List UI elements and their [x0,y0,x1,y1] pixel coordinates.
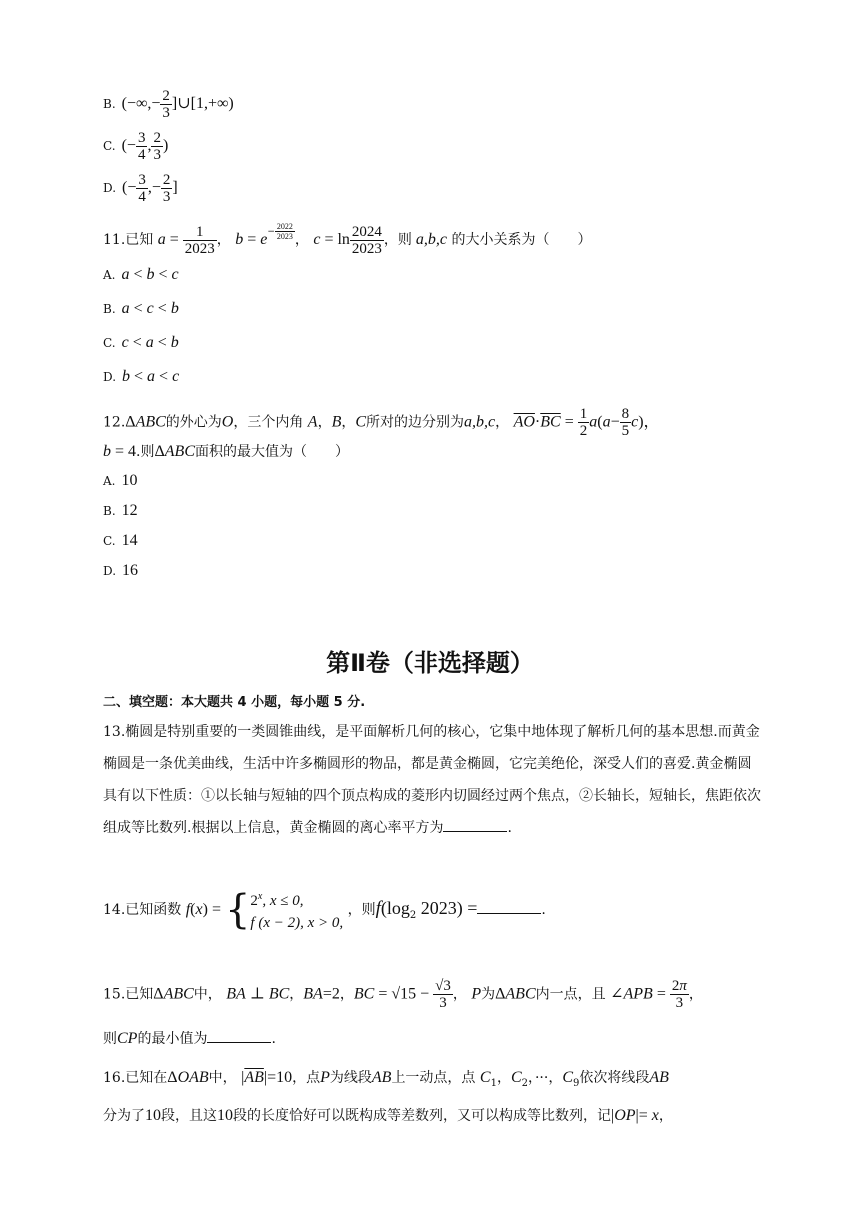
option-label: C. [103,336,116,350]
q12-option-d [103,562,138,580]
option-label: D. [103,181,117,195]
q15-text: 内一点，且 [535,986,606,1003]
q14-stem: 14.已知函数 f(x) = { 2$^x$, x ≤ 0, f (x − 2), x > 0, ，则$f(\log_2$ 2023) = . [103,887,546,933]
q11-option-d: D. b < a < c [103,368,180,385]
option-label: C. [103,139,116,153]
q11-option-b: B. a < c < b [103,300,179,317]
q12-text: 所对的边分别为 [366,414,465,431]
q11-suffix: 的大小关系为（ ） [451,232,592,248]
q10-option-d: D. (− $\frac{3}{4}$ ,− $\frac{2}{3}$ ] [103,172,178,205]
q15-text: 为 [481,986,496,1003]
q12-option-b [103,502,138,520]
part2-title: 第Ⅱ卷（非选择题） [326,649,534,677]
option-label: A. [103,474,116,488]
q16-text: 依次将线段 [579,1070,650,1086]
q16-text: ，点 [292,1070,321,1086]
answer-blank[interactable] [443,817,507,832]
q10-option-b: B. (−∞,− $\frac{2}{3}$ ]∪[1,+∞) [103,88,234,121]
q12-stem-line1: 12.ΔABC的外心为O，三个内角 A，B，C所对的边分别为a,b,c， $\overline{AO}\cdot\overline{BC}$ = $\frac{1}{2}$ a(a− $\frac{8}{5}$ c)， [103,406,660,439]
q16-text: 中， [208,1070,237,1086]
q15-text: 中， [193,986,222,1003]
q13-stem: 13.椭圆是特别重要的一类圆锥曲线，是平面解析几何的核心，它集中地体现了解析几何的基本思想.而黄金椭圆是一条优美曲线，生活中许多椭圆形的物品，都是黄金椭圆，它完美绝伦，深受人们的喜爱.黄金椭圆具有以下性质：①以长轴与短轴的四个顶点构成的菱形内切圆经过两个焦点，②长轴长，短轴长，焦距依次组成等比数列.根据以上信息，黄金椭圆的离心率平方为 . [103,724,761,836]
q15-text: 则 [103,1031,117,1047]
q11-stem: 11.已知 a = $\frac{1}{2023}$ ， $b = e^{- \frac{2022}{2023}}$ ， c = ln $\frac{2024}{2023}$ ，则 a,b,c 的大小关系为（ ） [103,222,592,257]
q16-text: 为线段 [329,1070,372,1086]
q15-prefix: 15.已知 [103,986,154,1003]
q12-option-a [103,472,137,490]
q16-stem-line2: 分为了10段，且这10段的长度恰好可以既构成等差数列，又可以构成等比数列，记|OP|= x， [103,1107,673,1124]
q12-stem-line2: b = 4.则ΔABC面积的最大值为（ ） [103,443,349,460]
q12-text: 面积的最大值为（ ） [195,444,349,460]
q14-then: ，则 [347,902,376,918]
option-value: 10 [121,472,138,489]
section-heading: 二、填空题：本大题共 4 小题，每小题 5 分. [103,695,366,710]
option-value: 14 [121,532,138,549]
option-label: C. [103,534,116,548]
q16-text: 上一动点，点 [391,1070,476,1086]
option-label: A. [103,268,116,282]
q11-option-a: A. a < b < c [103,266,179,283]
q13-text: 13.椭圆是特别重要的一类圆锥曲线，是平面解析几何的核心，它集中地体现了解析几何的基本思想.而黄金椭圆是一条优美曲线，生活中许多椭圆形的物品，都是黄金椭圆，它完美绝伦，深受人们的喜爱.黄金椭圆具有以下性质：①以长轴与短轴的四个顶点构成的菱形内切圆经过两个焦点，②长轴长，短轴长，焦距依次组成等比数列.根据以上信息，黄金椭圆的离心率平方为 [103,724,761,836]
q12-text: ，三个内角 [233,414,304,431]
q15-stem-line1: 15.已知ΔABC中， BA ⊥ BC，BA=2，BC = √15 − $\frac{√3}{3}$ ， P为ΔABC内一点，且 ∠APB = $\frac{2\pi}{3}$ ， [103,978,703,1011]
option-label: B. [103,504,116,518]
option-value: 16 [122,562,139,579]
q12-text: .则 [136,444,155,460]
option-label: B. [103,97,116,111]
q10-option-c: C. (− $\frac{3}{4}$ , $\frac{2}{3}$ ) [103,130,169,163]
answer-blank[interactable] [207,1028,271,1043]
q16-text: 段的长度恰好可以既构成等差数列，又可以构成等比数列，记 [233,1108,611,1124]
q15-text: 的最小值为 [137,1031,208,1047]
option-label: B. [103,302,116,316]
q11-prefix: 11.已知 [103,232,154,248]
q14-prefix: 14.已知函数 [103,902,182,918]
q16-text: 分为了 [103,1108,145,1124]
q16-prefix: 16.已知在 [103,1070,168,1086]
q15-stem-line2: 则CP的最小值为 . [103,1030,276,1047]
q16-text: 段，且这 [161,1108,217,1124]
q12-prefix: 12. [103,414,126,431]
option-label: D. [103,370,117,384]
q16-stem-line1: 16.已知在ΔOAB中， $|\overline{AB}|=10$，点P为线段AB上一动点，点 $C_1$，$C_2$，···，$C_9$依次将线段AB [103,1069,669,1089]
q12-text: 的外心为 [165,414,222,431]
q12-option-c [103,532,138,550]
answer-blank[interactable] [477,899,541,914]
q11-option-c: C. c < a < b [103,334,179,351]
option-value: 12 [121,502,138,519]
option-label: D. [103,564,117,578]
